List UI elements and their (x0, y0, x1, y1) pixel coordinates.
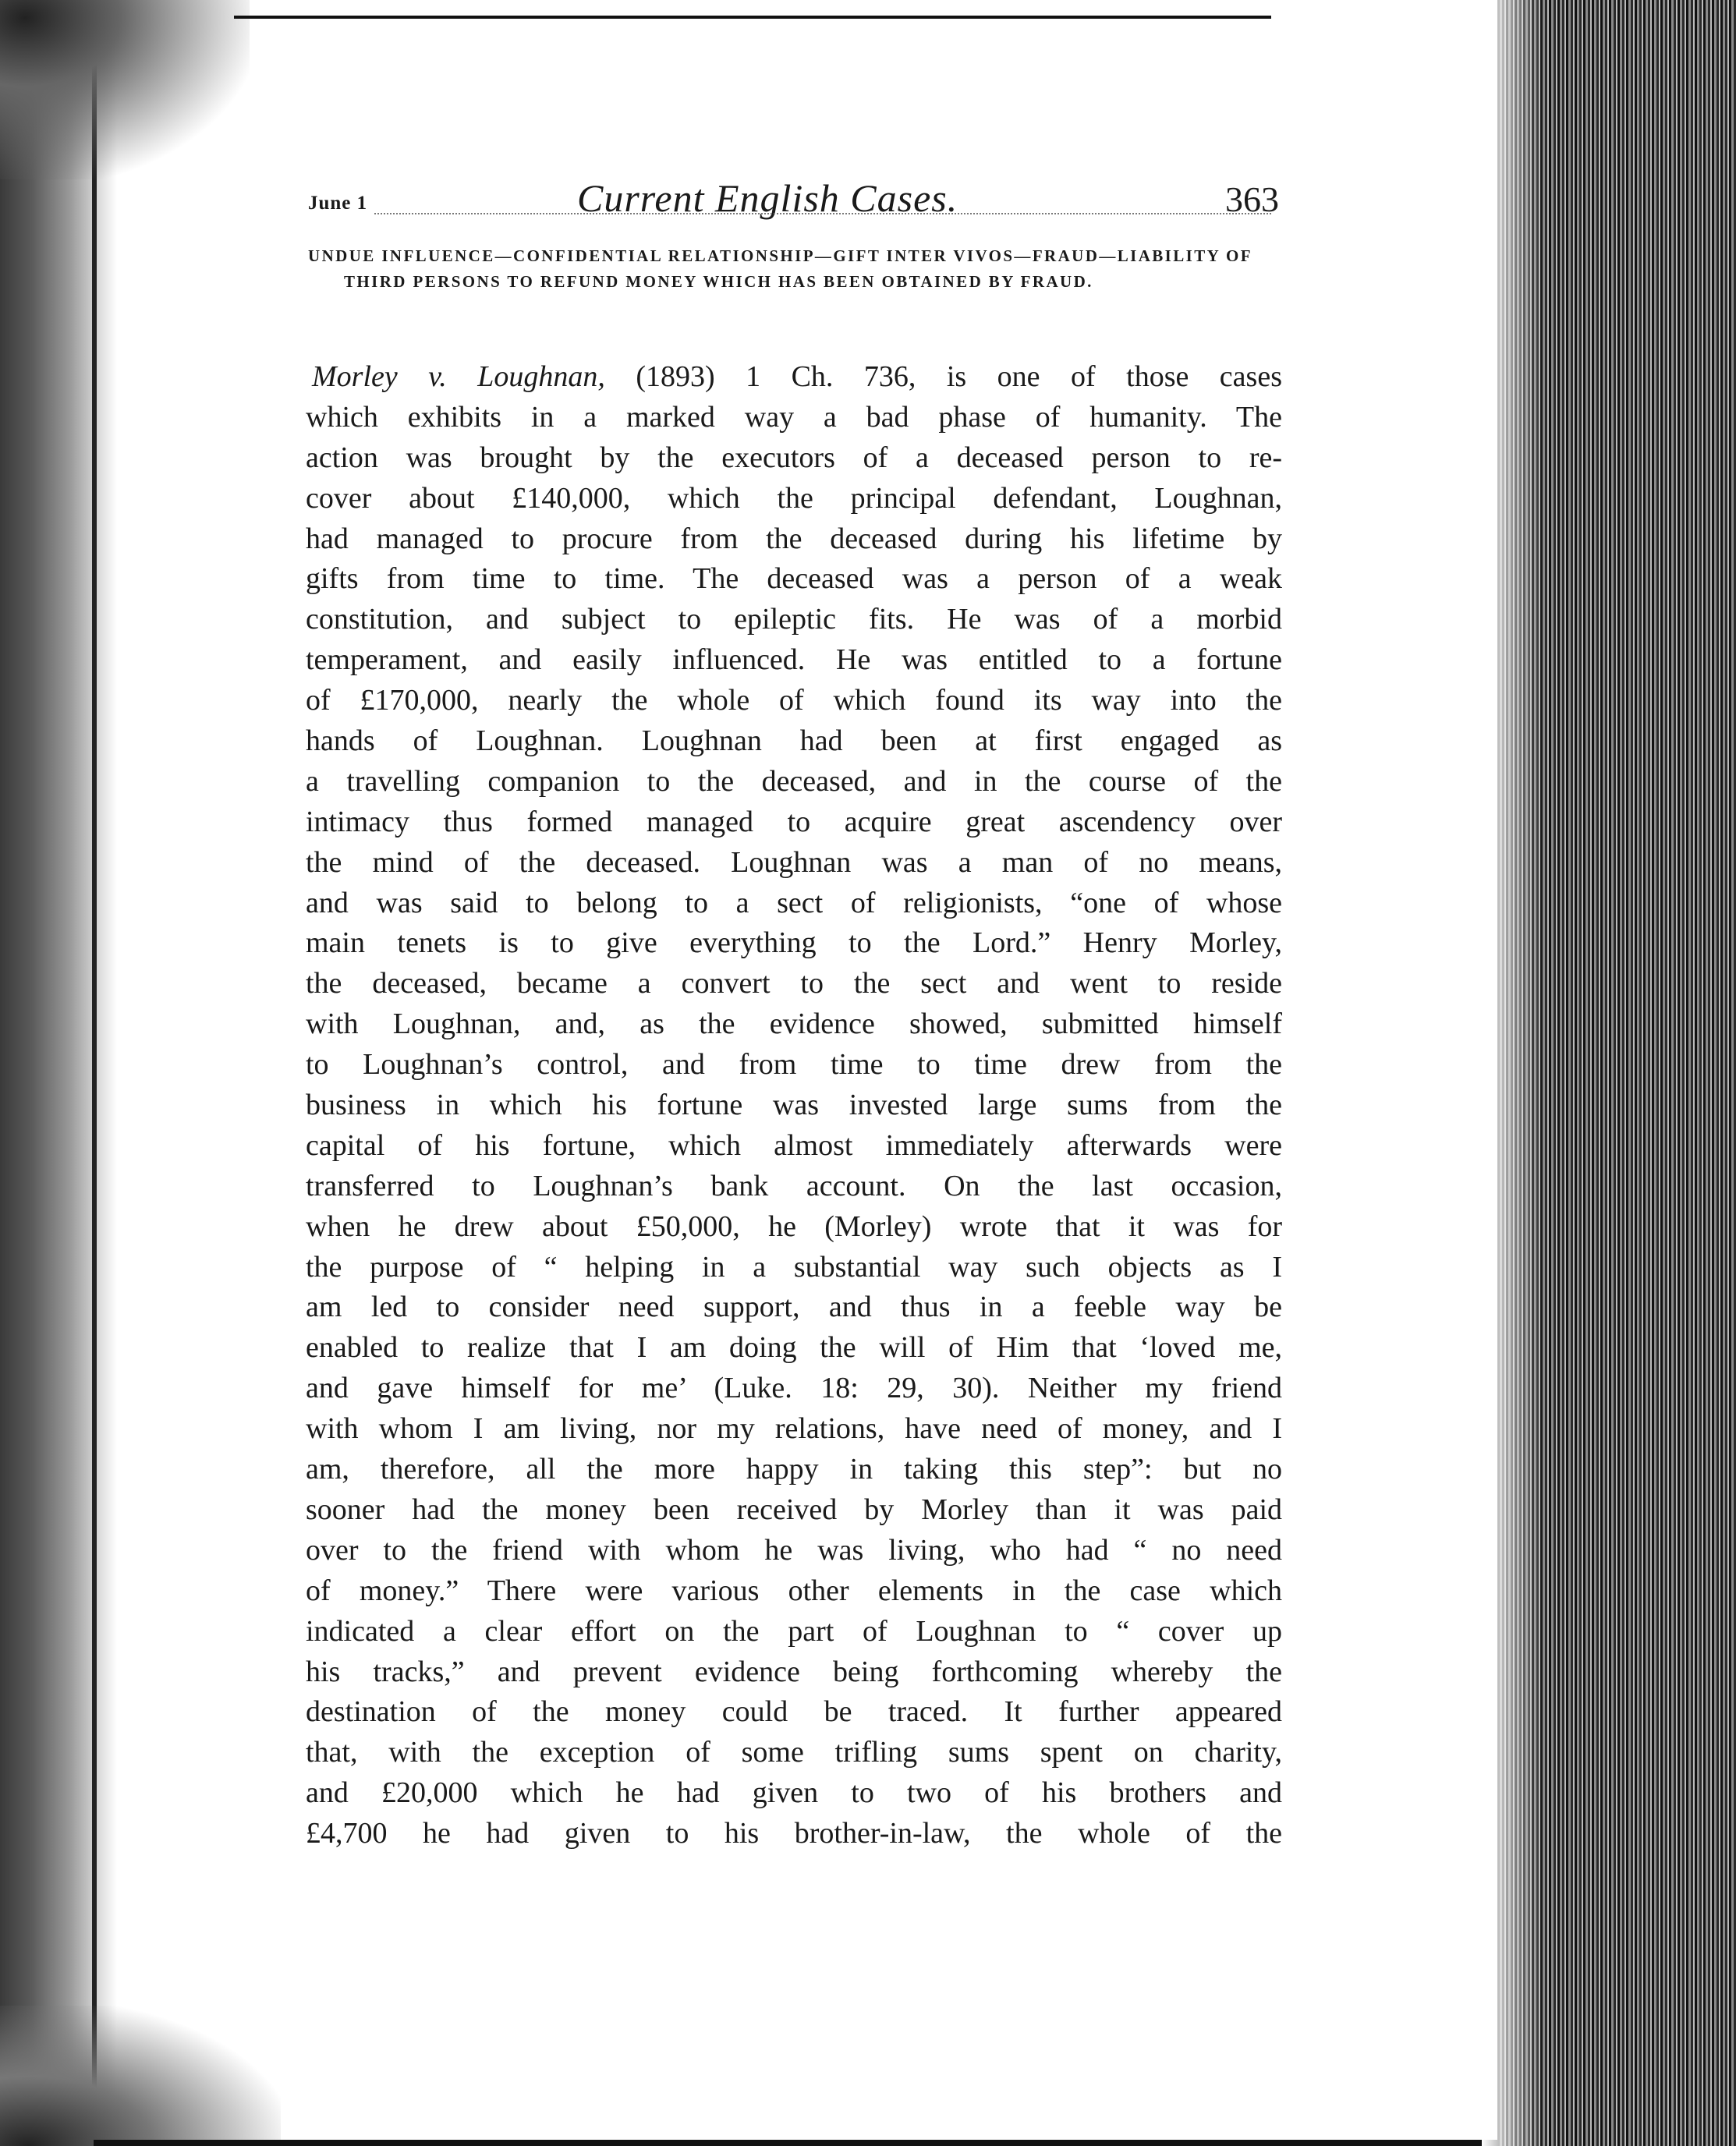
case-citation-name: Morley v. Loughnan, (312, 360, 605, 393)
page-number: 363 (1225, 179, 1279, 219)
body-line: action was brought by the executors of a deceased person to re- (306, 441, 1282, 474)
article-body (306, 357, 1282, 1854)
body-line: £4,700 he had given to his brother-in-law, the whole of the (306, 1817, 1282, 1850)
issue-date: June 1 (308, 193, 368, 214)
body-line: which exhibits in a marked way a bad phase of humanity. The (306, 400, 1282, 434)
body-line: sooner had the money been received by Morley than it was paid (306, 1493, 1282, 1526)
scan-shadow-left (0, 0, 117, 2146)
body-line: over to the friend with whom he was living, who had “ no need (306, 1533, 1282, 1567)
body-line: the purpose of “ helping in a substantial way such objects as I (306, 1250, 1282, 1284)
body-line: intimacy thus formed managed to acquire great ascendency over (306, 805, 1282, 838)
body-line: enabled to realize that I am doing the will of Him that ‘loved me, (306, 1331, 1282, 1365)
body-line: business in which his fortune was invested large sums from the (306, 1089, 1282, 1122)
body-line: transferred to Loughnan’s bank account. On the last occasion, (306, 1169, 1282, 1202)
body-line: had managed to procure from the deceased during his lifetime by (306, 522, 1282, 555)
page-edges-fade (1482, 0, 1544, 2146)
body-line: with whom I am living, nor my relations, have need of money, and I (306, 1412, 1282, 1446)
scan-binding-edge (92, 0, 97, 2146)
body-line: and gave himself for me’ (Luke. 18: 29, 30). Neither my friend (306, 1372, 1282, 1405)
body-line: a travelling companion to the deceased, and in the course of the (306, 764, 1282, 798)
journal-section-title: Current English Cases. (577, 176, 958, 220)
body-line: destination of the money could be traced. It further appeared (306, 1695, 1282, 1729)
body-line: cover about £140,000, which the principal defendant, Loughnan, (306, 481, 1282, 515)
case-heading: UNDUE INFLUENCE—CONFIDENTIAL RELATIONSHIP—GIFT INTER VIVOS—FRAUD—LIABILITY OF THIRD PERSONS TO REFUND MONEY WHICH HAS BEEN OBTAINED BY FRAUD. (308, 246, 1252, 291)
body-line (306, 357, 1282, 398)
body-line: that, with the exception of some trifling sums spent on charity, (306, 1736, 1282, 1769)
body-line: and £20,000 which he had given to two of his brothers and (306, 1776, 1282, 1810)
case-citation-rest: (1893) 1 Ch. 736, is one of those cases (604, 360, 1282, 393)
scan-shadow-bottom-corner (0, 2006, 281, 2146)
body-line: gifts from time to time. The deceased was a person of a weak (306, 562, 1282, 596)
scan-bottom-edge (94, 2140, 1575, 2146)
body-line: the deceased, became a convert to the sect and went to reside (306, 967, 1282, 1000)
body-line: main tenets is to give everything to the Lord.” Henry Morley, (306, 926, 1282, 960)
header-rule (374, 213, 1271, 214)
body-line: capital of his fortune, which almost immediately afterwards were (306, 1128, 1282, 1162)
scan-shadow-top-corner (0, 0, 250, 179)
body-line: temperament, and easily influenced. He was entitled to a fortune (306, 643, 1282, 677)
body-line: his tracks,” and prevent evidence being forthcoming whereby the (306, 1655, 1282, 1688)
body-line: indicated a clear effort on the part of Loughnan to “ cover up (306, 1614, 1282, 1648)
body-line: am, therefore, all the more happy in taking this step”: but no (306, 1453, 1282, 1486)
body-line: when he drew about £50,000, he (Morley) wrote that it was for (306, 1209, 1282, 1243)
running-head (308, 175, 1279, 230)
body-line: hands of Loughnan. Loughnan had been at first engaged as (306, 724, 1282, 758)
body-line: constitution, and subject to epileptic fits. He was of a morbid (306, 603, 1282, 636)
body-line: with Loughnan, and, as the evidence showed, submitted himself (306, 1007, 1282, 1041)
body-line: of £170,000, nearly the whole of which found its way into the (306, 684, 1282, 717)
scan-top-edge (234, 16, 1271, 19)
body-line: the mind of the deceased. Loughnan was a man of no means, (306, 845, 1282, 879)
body-line: and was said to belong to a sect of religionists, “one of whose (306, 886, 1282, 919)
body-line: to Loughnan’s control, and from time to time drew from the (306, 1048, 1282, 1082)
body-line: am led to consider need support, and thus in a feeble way be (306, 1291, 1282, 1324)
body-line: of money.” There were various other elements in the case which (306, 1574, 1282, 1607)
